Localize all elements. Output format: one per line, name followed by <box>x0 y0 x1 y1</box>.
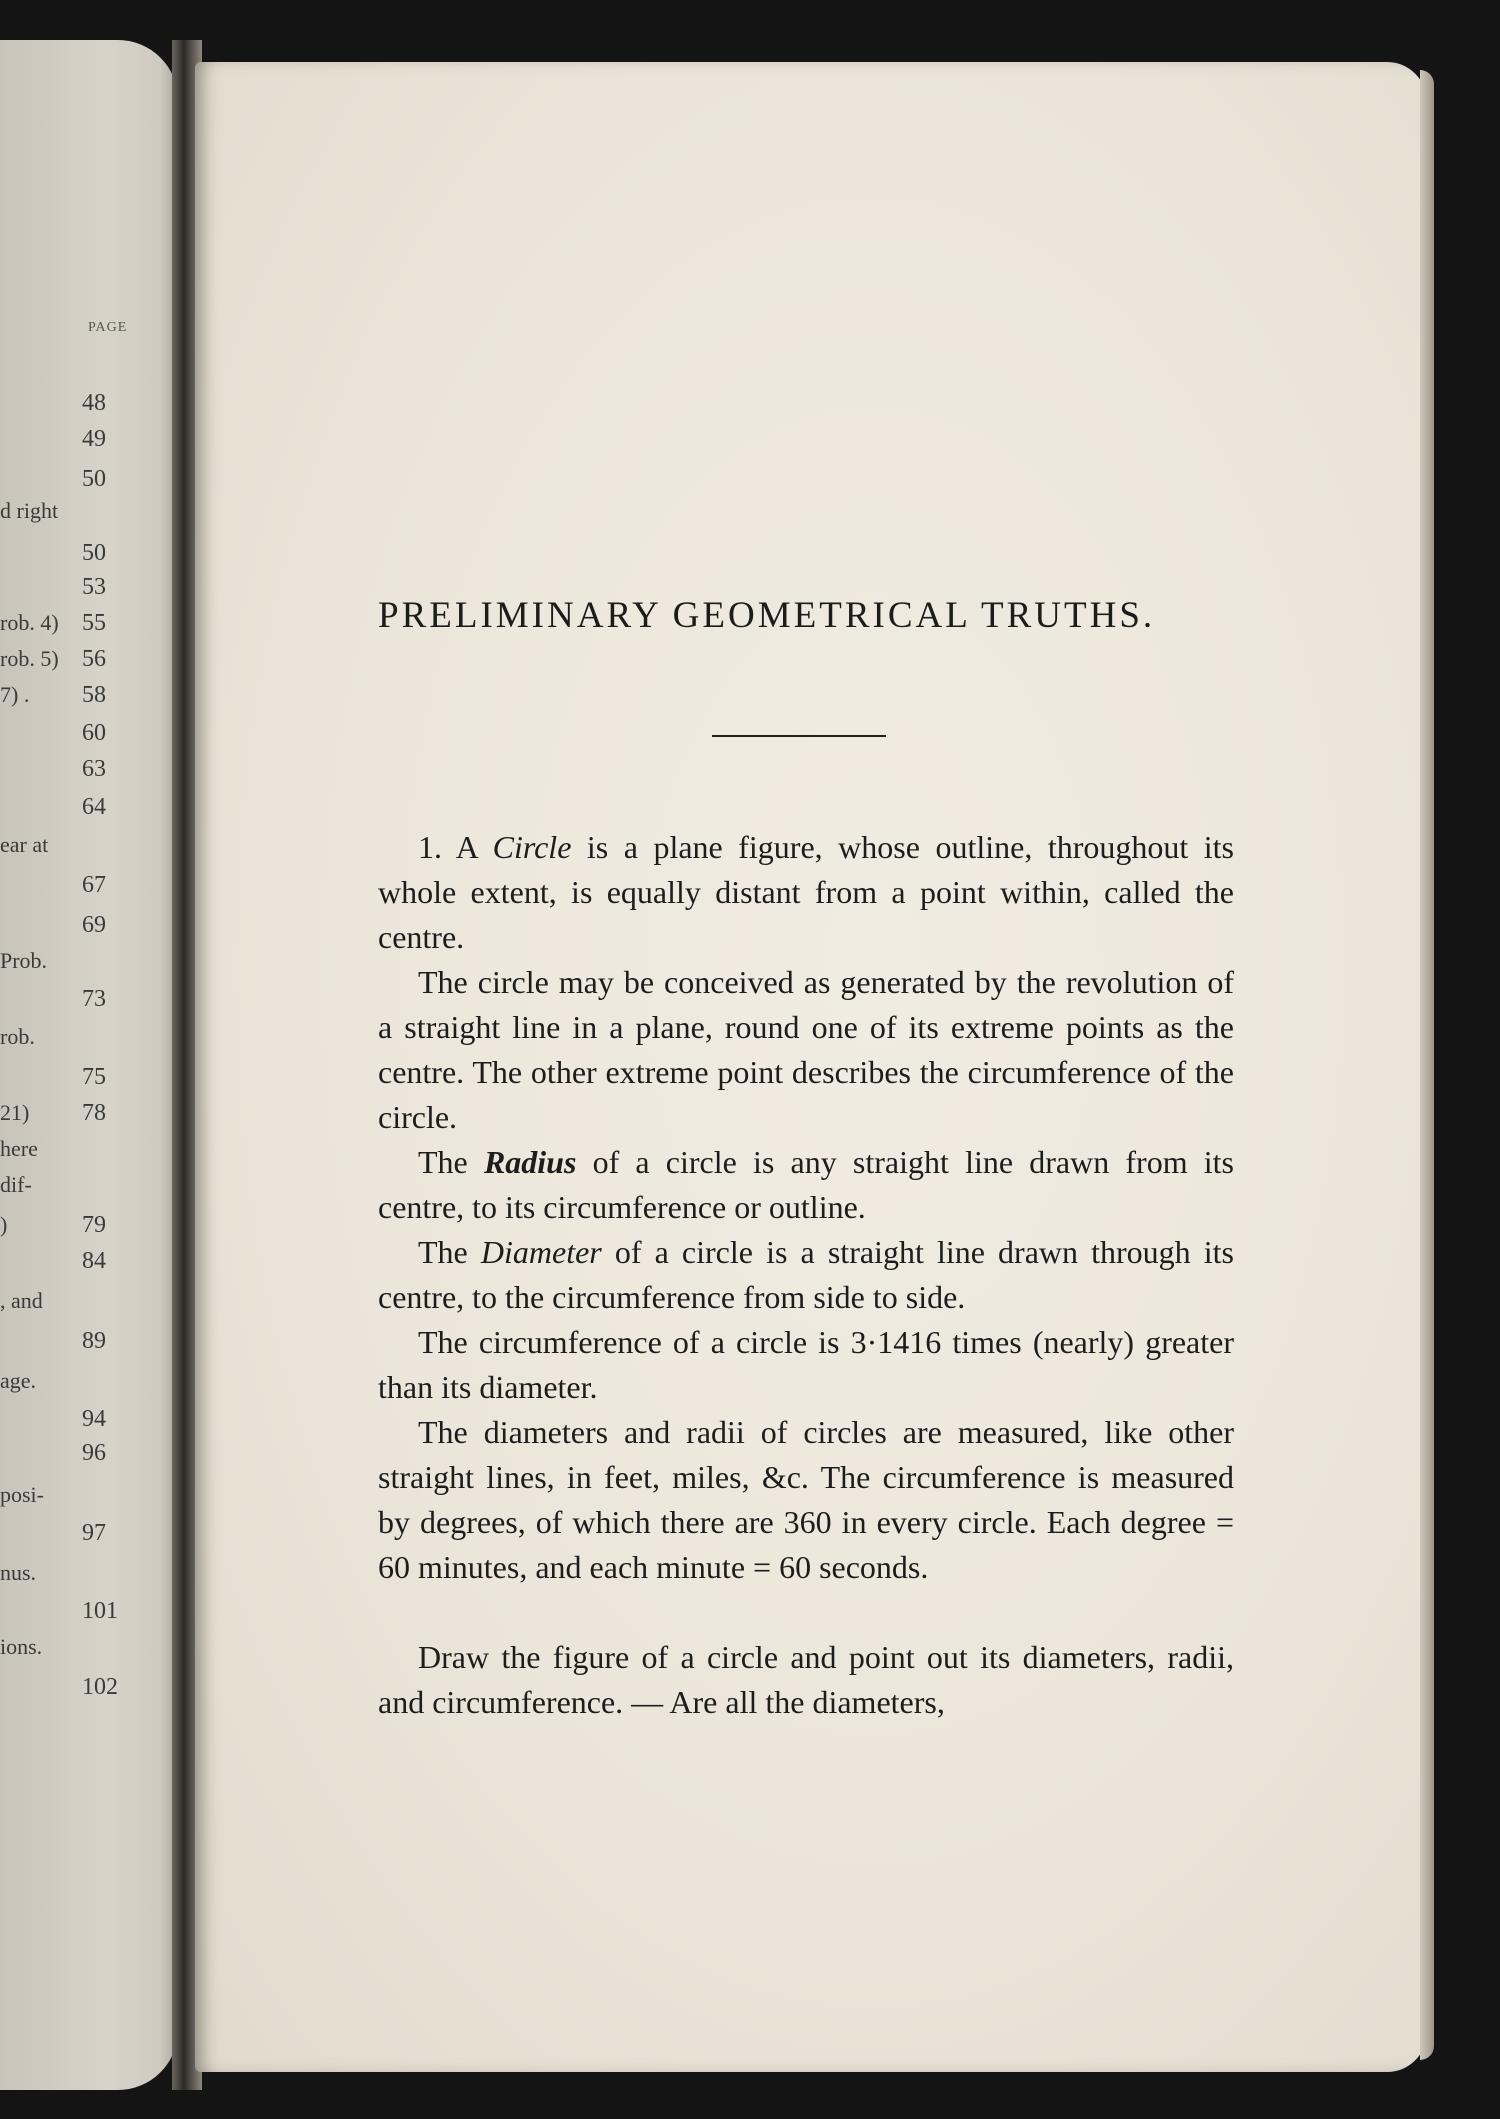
term-radius: Radius <box>483 1144 577 1180</box>
toc-entry-label: dif- <box>0 1172 32 1197</box>
toc-entry <box>0 388 106 418</box>
toc-entry <box>0 1596 118 1626</box>
paragraph-measurement: The diameters and radii of circles are measured, like other straight lines, in feet, miles, &c. The circumference is measured by degrees, of which there are 360 in every circle. Each degree = 60 minutes, and each minute = 60 seconds. <box>378 1414 1234 1585</box>
toc-entry <box>0 792 106 822</box>
toc-entry-label: rob. <box>0 1024 35 1049</box>
paragraph-diameter-definition <box>378 1230 1234 1320</box>
toc-entry-page-number: 73 <box>82 986 106 1012</box>
toc-entry <box>0 1210 106 1240</box>
toc-entry-page-number: 78 <box>82 1100 106 1126</box>
toc-entry <box>0 496 100 526</box>
paragraph-circle-generation: The circle may be conceived as generated by the revolution of a straight line in a plane, round one of its extreme points as the centre. The other extreme point describes the circumference of the circle. <box>378 964 1234 1135</box>
toc-entry <box>0 1134 100 1164</box>
term-diameter: Diameter <box>480 1234 602 1270</box>
toc-entry-page-number: 94 <box>82 1406 106 1432</box>
paragraph-circumference-ratio: The circumference of a circle is 3·1416 times (nearly) greater than its diameter. <box>378 1324 1234 1405</box>
toc-entry <box>0 910 106 940</box>
toc-entry <box>0 424 106 454</box>
text-run: of a circle is a straight line drawn through its centre, to the circumference from side to side. <box>378 1234 1235 1315</box>
toc-entry-label: rob. 5) <box>0 646 59 671</box>
toc-entry <box>0 1022 100 1052</box>
toc-entry-label: ear at <box>0 832 49 857</box>
toc-entry-page-number: 64 <box>82 794 106 820</box>
text-run: 1. A <box>418 829 493 865</box>
toc-entry <box>0 1326 106 1356</box>
toc-entry <box>0 1286 100 1316</box>
text-run: The <box>418 1234 481 1270</box>
toc-entry-page-number: 89 <box>82 1328 106 1354</box>
toc-entry-page-number: 97 <box>82 1520 106 1546</box>
toc-entry-page-number: 96 <box>82 1440 106 1466</box>
toc-entry-page-number: 53 <box>82 574 106 600</box>
toc-entry-page-number: 56 <box>82 646 106 672</box>
page-edge <box>1420 70 1434 2060</box>
toc-entry-page-number: 50 <box>82 540 106 566</box>
toc-entry <box>0 946 100 976</box>
toc-entry-label: , and <box>0 1288 43 1313</box>
toc-entry-label: age. <box>0 1368 37 1393</box>
body-text <box>378 825 1234 1725</box>
text-run: is a plane figure, whose outline, throughout its whole extent, is equally distant from a point within, called the centre. <box>378 829 1235 955</box>
toc-entry <box>0 1246 106 1276</box>
toc-entry-page-number: 84 <box>82 1248 106 1274</box>
toc-entry <box>0 1438 106 1468</box>
toc-entry-label: posi- <box>0 1482 44 1507</box>
toc-entry <box>0 870 106 900</box>
toc-entry-page-number: 102 <box>82 1674 118 1700</box>
table-of-contents-fragment <box>0 40 178 2090</box>
toc-entry <box>0 1518 106 1548</box>
left-facing-page <box>0 40 178 2090</box>
text-run: The <box>418 1144 484 1180</box>
toc-entry <box>0 1062 106 1092</box>
toc-entry <box>0 1480 100 1510</box>
toc-entry-label: rob. 4) <box>0 610 59 635</box>
toc-entry <box>0 1632 100 1662</box>
toc-entry <box>0 718 106 748</box>
toc-entry-page-number: 79 <box>82 1212 106 1238</box>
toc-entry-label: 21) <box>0 1100 30 1125</box>
toc-entry-page-number: 75 <box>82 1064 106 1090</box>
toc-entry <box>0 754 106 784</box>
toc-entry <box>0 984 106 1014</box>
toc-entry-page-number: 67 <box>82 872 106 898</box>
toc-entry <box>0 538 106 568</box>
toc-entry <box>0 1098 106 1128</box>
toc-entry-page-number: 63 <box>82 756 106 782</box>
toc-entry <box>0 608 106 638</box>
toc-entry-page-number: 48 <box>82 390 106 416</box>
paragraph-radius-definition <box>378 1140 1234 1230</box>
toc-entry-page-number: 60 <box>82 720 106 746</box>
toc-entry <box>0 1672 118 1702</box>
text-run: of a circle is any straight line drawn from its centre, to its circumference or outline. <box>378 1144 1235 1225</box>
toc-entry <box>0 1170 100 1200</box>
title-rule <box>712 735 886 737</box>
toc-page-heading: PAGE <box>88 320 128 335</box>
toc-entry <box>0 680 106 710</box>
toc-entry <box>0 572 106 602</box>
toc-entry-label: nus. <box>0 1560 37 1585</box>
toc-entry-page-number: 101 <box>82 1598 118 1624</box>
term-circle: Circle <box>492 829 572 865</box>
toc-entry <box>0 644 106 674</box>
toc-entry-label: here <box>0 1136 38 1161</box>
toc-entry-page-number: 58 <box>82 682 106 708</box>
toc-entry-label: Prob. <box>0 948 48 973</box>
toc-entry <box>0 464 106 494</box>
paragraph-exercise: Draw the figure of a circle and point out its diameters, radii, and circumference. — Are all the diameters, <box>378 1639 1234 1720</box>
toc-entry-page-number: 69 <box>82 912 106 938</box>
toc-entry-label: 7) . <box>0 682 30 707</box>
toc-entry-label: ions. <box>0 1634 43 1659</box>
page-title: PRELIMINARY GEOMETRICAL TRUTHS. <box>378 595 1156 636</box>
toc-entry-label: ) <box>0 1212 8 1237</box>
toc-entry <box>0 830 100 860</box>
toc-entry <box>0 1404 106 1434</box>
toc-entry-label: d right <box>0 498 59 523</box>
paragraph-circle-definition <box>378 825 1234 960</box>
toc-entry <box>0 1558 100 1588</box>
toc-entry-page-number: 55 <box>82 610 106 636</box>
toc-entry <box>0 1366 100 1396</box>
toc-entry-page-number: 49 <box>82 426 106 452</box>
toc-entry-page-number: 50 <box>82 466 106 492</box>
